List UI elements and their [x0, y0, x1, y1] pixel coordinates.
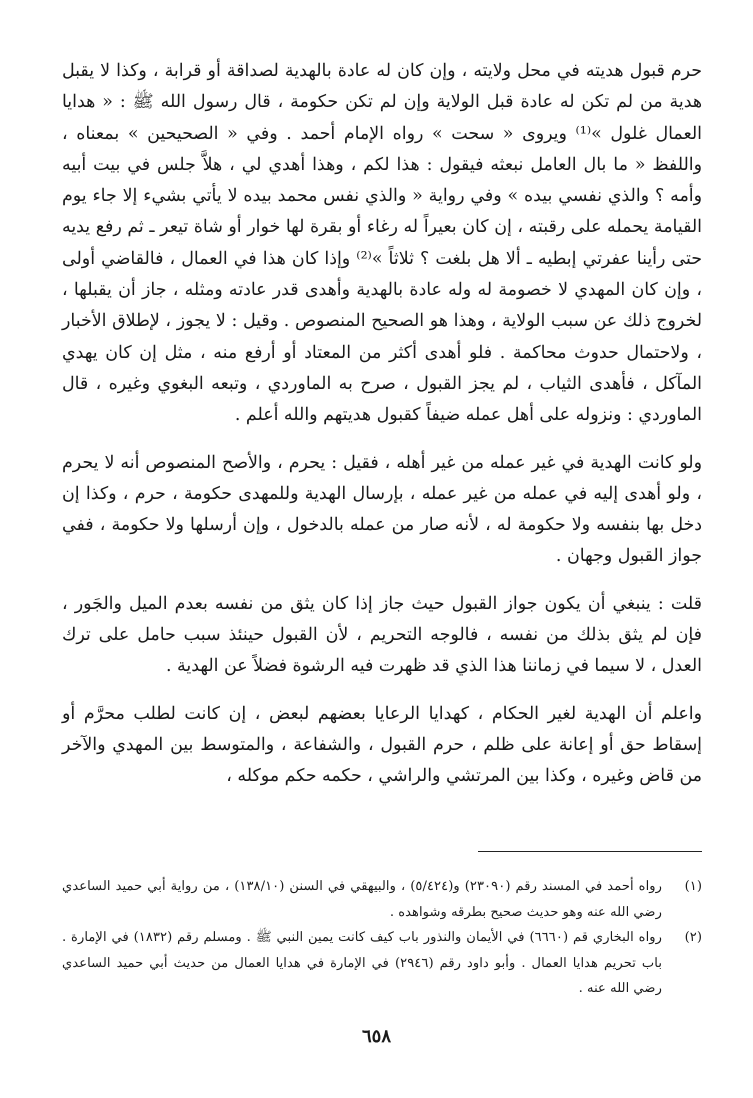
footnote-text: رواه البخاري قم (٦٦٦٠) في الأيمان والنذور باب كيف كانت يمين النبي ﷺ . ومسلم رقم (١٨٣٢) في الإمارة . باب تحريم هدايا العمال . وأبو داود رقم (٢٩٤٦) في الإمارة في هدايا العمال من حديث أبي حميد الساعدي رضي الله عنه .	[62, 930, 662, 996]
paragraph-gifts-to-non-judges: واعلم أن الهدية لغير الحكام ، كهدايا الرعايا بعضهم لبعض ، إن كانت لطلب محرَّم أو إسقاط حق أو إعانة على ظلم ، حرم القبول ، والشفاعة ، والمتوسط بين المهدي والآخر من قاض وغيره ، وكذا بين المرتشي والراشي ، حكمه حكم موكله ،	[62, 703, 702, 787]
paragraph-gifts-to-officials: حرم قبول هديته في محل ولايته ، وإن كان له عادة بالهدية لصداقة أو قرابة ، وكذا لا يقبل هدية من لم تكن له عادة قبل الولاية وإن لم تكن حكومة ، قال رسول الله ﷺ : « هدايا العمال غلول »⁽¹⁾ ويروى « سحت » رواه الإمام أحمد . وفي « الصحيحين » بمعناه ، واللفظ « ما بال العامل نبعثه فيقول : هذا لكم ، وهذا أهدي لي ، هلاَّ جلس في بيت أبيه وأمه ؟ والذي نفسي بيده » وفي رواية « والذي نفس محمد بيده لا يأتي بشيء إلا جاء يوم القيامة يحمله على رقبته ، إن كان بعيراً له رغاء أو بقرة لها خوار أو شاة تيعر ـ ثم رفع يديه حتى رأينا عفرتي إبطيه ـ ألا هل بلغت ؟ ثلاثاً »⁽²⁾ وإذا كان هذا في العمال ، فالقاضي أولى ، وإن كان المهدي لا خصومة له وله عادة بالهدية وأهدى قدر عادته ومثله ، جاز أن يقبلها ، لخروج ذلك عن سبب الولاية ، وهذا هو الصحيح المنصوص . وقيل : لا يجوز ، لإطلاق الأخبار ، ولاحتمال حدوث محاكمة . فلو أهدى أكثر من المعتاد أو أرفع منه ، مثل إن كان يهدي المآكل ، فأهدى الثياب ، لم يجز القبول ، صرح به الماوردي ، وتبعه البغوي وغيره ، قال الماوردي : ونزوله على أهل عمله ضيفاً كقبول هديتهم والله أعلم .	[62, 61, 702, 426]
footnote-number: (١)	[684, 879, 702, 894]
paragraph-author-note: قلت : ينبغي أن يكون جواز القبول حيث جاز إذا كان يثق من نفسه بعدم الميل والجَور ، فإن لم يثق بذلك من نفسه ، فالوجه التحريم ، لأن القبول حينئذ سبب حامل على ترك العدل ، لا سيما في زماننا هذا الذي قد ظهرت فيه الرشوة فضلاً عن الهدية .	[62, 593, 702, 677]
footnotes	[62, 874, 702, 1002]
footnote-text: رواه أحمد في المسند رقم (٢٣٠٩٠) و(٥/٤٢٤) ، والبيهقي في السنن (١٣٨/١٠) ، من رواية أبي حميد الساعدي رضي الله عنه وهو حديث صحيح بطرقه وشواهده .	[62, 879, 662, 920]
footnote-2	[62, 925, 702, 1002]
main-text	[62, 56, 702, 793]
footnote-1	[62, 874, 702, 925]
paragraph-gift-outside-jurisdiction: ولو كانت الهدية في غير عمله من غير أهله ، فقيل : يحرم ، والأصح المنصوص أنه لا يحرم ، ولو أهدى إليه في عمله من غير عمله ، بإرسال الهدية وللمهدى حكومة ، حرم ، وكذا إن دخل بها بنفسه ولا حكومة له ، لأنه صار من عمله بالدخول ، وإن أرسلها ولا حكومة ، ففي جواز القبول وجهان .	[62, 452, 702, 567]
footnote-number: (٢)	[684, 930, 702, 945]
footnote-separator	[478, 851, 702, 852]
page-number: ٦٥٨	[361, 1026, 391, 1047]
